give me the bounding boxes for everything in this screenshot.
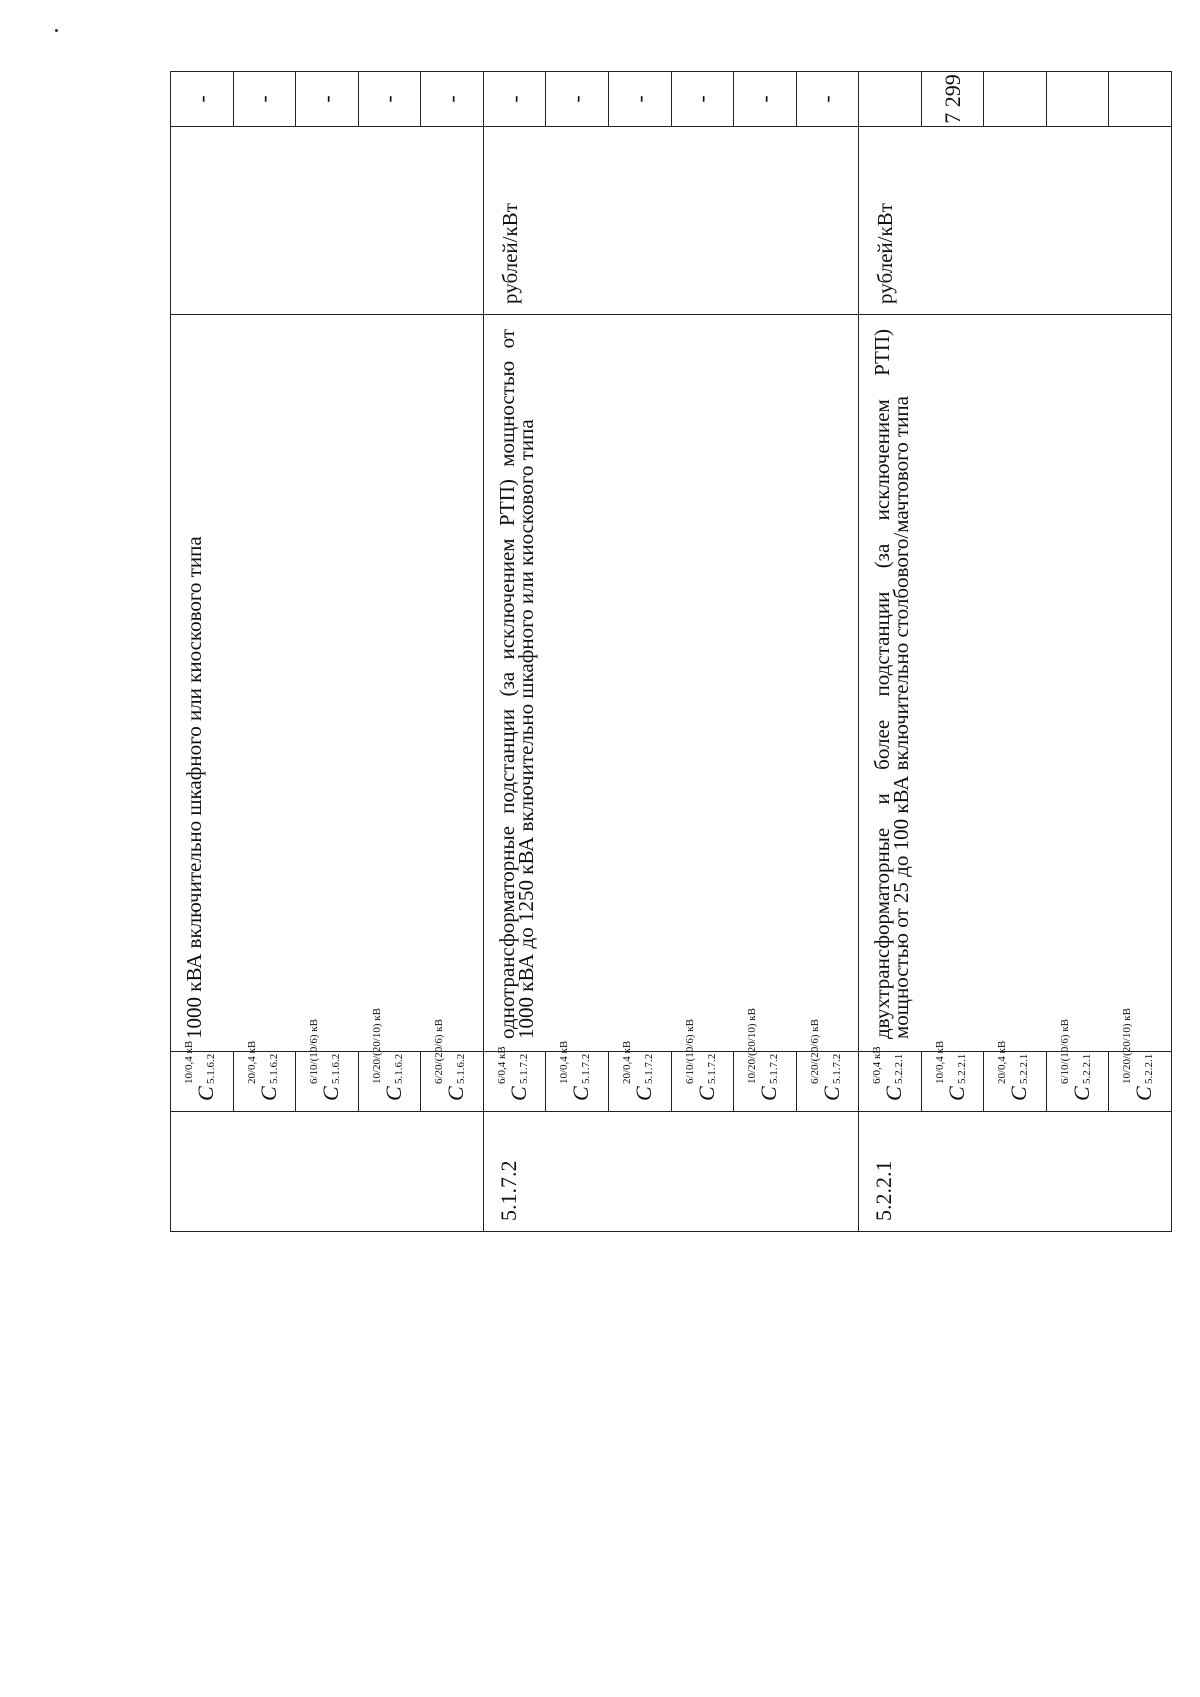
rate-symbol — [483, 1046, 546, 1112]
scan-speck — [55, 29, 58, 32]
rate-symbol-letter: C — [193, 1086, 218, 1101]
rate-symbol-index: 5.1.6.2 — [455, 1053, 468, 1084]
rate-symbol-letter: C — [568, 1086, 594, 1101]
rate-value: - — [671, 72, 734, 127]
rate-symbol-letter: C — [1006, 1086, 1032, 1101]
rate-symbol-voltage: 6/10/(10/6) кВ — [1058, 1019, 1071, 1084]
tariff-table-body — [171, 72, 1172, 1232]
rate-symbol-index: 5.1.7.2 — [642, 1053, 655, 1084]
rate-symbol-letter: C — [443, 1086, 469, 1101]
rate-symbol-letter: C — [380, 1086, 406, 1101]
table-row — [859, 72, 922, 1232]
rate-symbol-index: 5.1.6.2 — [205, 1053, 217, 1084]
rate-symbol-voltage: 10/0,4 кВ — [183, 1040, 195, 1084]
rate-symbol-index: 5.2.2.1 — [955, 1053, 968, 1084]
rate-symbol-index: 5.2.2.1 — [1143, 1053, 1156, 1084]
rate-symbol-index: 5.1.7.2 — [830, 1053, 843, 1084]
rate-symbol-letter: C — [756, 1086, 782, 1101]
rate-value: - — [546, 72, 609, 127]
rate-symbol-index: 5.1.6.2 — [330, 1053, 343, 1084]
rate-symbol — [358, 1008, 421, 1112]
rate-symbol-index: 5.1.7.2 — [705, 1053, 718, 1084]
rate-symbol-index: 5.1.6.2 — [267, 1053, 280, 1084]
rate-symbol — [734, 1008, 797, 1112]
rotated-tariff-sheet — [170, 72, 1172, 1232]
rate-symbol-letter: C — [693, 1086, 719, 1101]
rate-symbol-voltage: 6/0,4 кВ — [495, 1046, 508, 1084]
item-description: однотрансформаторные подстанции (за исключением РТП) мощностью от 1000 кВА до 1250 кВА включительно шкафного или киоскового типа — [483, 315, 858, 1052]
rate-symbol-index: 5.2.2.1 — [1018, 1053, 1031, 1084]
rate-symbol-letter: C — [255, 1086, 281, 1101]
rate-value: - — [358, 72, 421, 127]
rate-value: - — [608, 72, 671, 127]
rate-symbol — [1109, 1008, 1172, 1112]
rate-symbol-voltage: 10/20/(20/10) кВ — [1121, 1008, 1134, 1084]
rate-symbol-voltage: 6/10/(10/6) кВ — [308, 1019, 321, 1084]
rate-value: - — [734, 72, 797, 127]
rate-value — [984, 72, 1047, 127]
rate-symbol — [1046, 1019, 1109, 1112]
rate-symbol-letter: C — [881, 1086, 907, 1101]
rate-symbol-index: 5.2.2.1 — [893, 1053, 906, 1084]
rate-value: - — [233, 72, 296, 127]
rate-symbol — [796, 1019, 859, 1112]
rate-symbol-letter: C — [1068, 1086, 1094, 1101]
rate-symbol-voltage: 20/0,4 кВ — [996, 1040, 1009, 1084]
rate-value: - — [171, 72, 234, 127]
rate-symbol — [608, 1040, 671, 1112]
rate-symbol-voltage: 6/20/(20/6) кВ — [433, 1019, 446, 1084]
table-row — [171, 72, 234, 1232]
unit-of-measure: рублей/кВт — [859, 127, 1172, 315]
rate-value: 7 299 — [921, 72, 984, 127]
rate-symbol-voltage: 6/0,4 кВ — [871, 1046, 884, 1084]
rate-value: - — [296, 72, 359, 127]
rate-symbol-letter: C — [1131, 1086, 1157, 1101]
rate-symbol-index: 5.1.6.2 — [392, 1053, 405, 1084]
rate-symbol-index: 5.2.2.1 — [1080, 1053, 1093, 1084]
rate-symbol-letter: C — [505, 1086, 531, 1101]
tariff-table — [170, 71, 1172, 1232]
rate-symbol — [171, 1040, 234, 1112]
rate-symbol-voltage: 10/0,4 кВ — [933, 1040, 946, 1084]
item-number: 5.1.7.2 — [483, 1112, 858, 1232]
rate-value — [1046, 72, 1109, 127]
rate-symbol-letter: C — [818, 1086, 844, 1101]
rate-symbol-voltage: 6/20/(20/6) кВ — [808, 1019, 821, 1084]
rate-symbol — [984, 1040, 1047, 1112]
item-number — [171, 1112, 484, 1232]
rate-symbol-voltage: 10/20/(20/10) кВ — [370, 1008, 383, 1084]
item-number: 5.2.2.1 — [859, 1112, 1172, 1232]
rate-symbol-index: 5.1.7.2 — [768, 1053, 781, 1084]
rate-symbol-index: 5.1.7.2 — [517, 1053, 530, 1084]
item-description: 1000 кВА включительно шкафного или киоскового типа — [171, 315, 484, 1052]
rate-symbol-voltage: 6/10/(10/6) кВ — [683, 1019, 696, 1084]
rate-value — [859, 72, 922, 127]
rate-symbol-voltage: 20/0,4 кВ — [245, 1040, 258, 1084]
table-row — [483, 72, 546, 1232]
rate-symbol-index: 5.1.7.2 — [580, 1053, 593, 1084]
rate-symbol-letter: C — [943, 1086, 969, 1101]
item-description: двухтрансформаторные и более подстанции (за исключением РТП) мощностью от 25 до 100 кВА включительно столбового/мачтового типа — [859, 315, 1172, 1052]
rate-value: - — [421, 72, 484, 127]
rate-symbol — [671, 1019, 734, 1112]
rate-value — [1109, 72, 1172, 127]
rate-symbol-voltage: 10/0,4 кВ — [558, 1040, 571, 1084]
rate-symbol-voltage: 20/0,4 кВ — [620, 1040, 633, 1084]
rate-symbol — [421, 1019, 484, 1112]
unit-of-measure — [171, 127, 484, 315]
rate-symbol — [859, 1046, 922, 1112]
rate-symbol — [233, 1040, 296, 1112]
rate-symbol — [921, 1040, 984, 1112]
unit-of-measure: рублей/кВт — [483, 127, 858, 315]
rate-value: - — [483, 72, 546, 127]
rate-value: - — [796, 72, 859, 127]
rate-symbol-letter: C — [318, 1086, 344, 1101]
rate-symbol — [296, 1019, 359, 1112]
rate-symbol-letter: C — [630, 1086, 656, 1101]
rate-symbol-voltage: 10/20/(20/10) кВ — [746, 1008, 759, 1084]
rate-symbol — [546, 1040, 609, 1112]
